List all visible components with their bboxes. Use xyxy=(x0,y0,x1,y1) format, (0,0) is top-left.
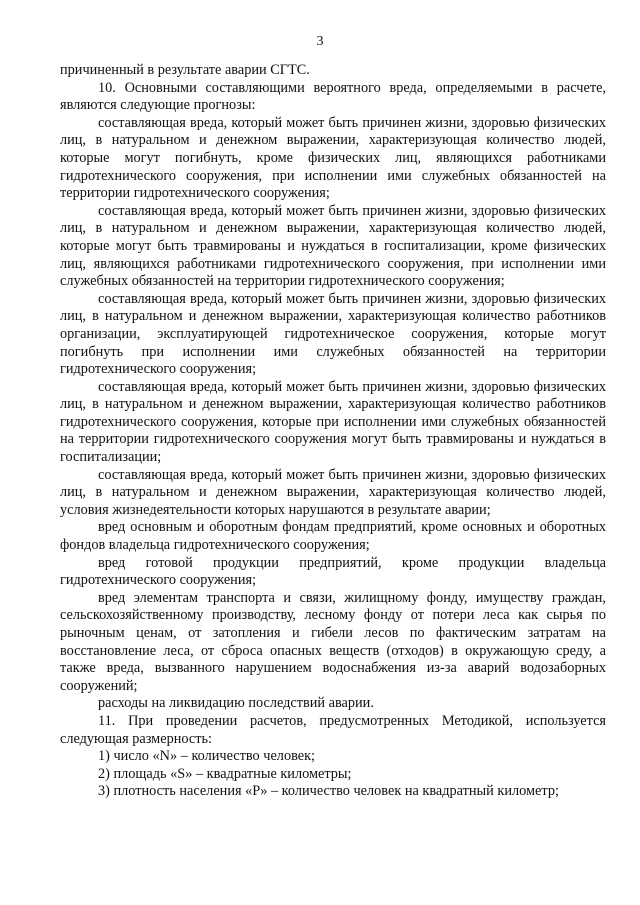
paragraph-fixed-assets: вред основным и оборотным фондам предприятий, кроме основных и оборотных фондов владельца гидротехнического сооружения; xyxy=(60,519,606,554)
paragraph-infrastructure-damage: вред элементам транспорта и связи, жилищному фонду, имуществу граждан, сельскохозяйственному производству, лесному фонду от потери леса как сырья по рыночным ценам, от затопления и гибели лесов по фактическим затратам на восстановление леса, от сброса опасных веществ (отходов) в окружающую среду, а также вреда, вызванного нарушением водоснабжения из-за аварий водозаборных сооружений; xyxy=(60,589,606,694)
paragraph-continuation: причиненный в результате аварии СГТС. xyxy=(60,62,310,78)
paragraph-injuries-workers: составляющая вреда, который может быть причинен жизни, здоровью физических лиц, в натуральном и денежном выражении, характеризующая количество работников гидротехнического сооружения, которые при исполнении ими служебных обязанностей на территории гидротехнического сооружения могут быть травмированы и нуждаться в госпитализации; xyxy=(60,378,606,466)
page-number: 3 xyxy=(316,34,324,49)
list-item-number: 1) число «N» – количество человек; xyxy=(98,748,316,765)
paragraph-fatalities-workers: составляющая вреда, который может быть причинен жизни, здоровью физических лиц, в натуральном и денежном выражении, характеризующая количество работников организации, эксплуатирующей гидротехническое сооружения, которые могут погибнуть при исполнении ими служебных обязанностей на территории гидротехнического сооружения; xyxy=(60,290,606,378)
list-item-density: 3) плотность населения «P» – количество человек на квадратный километр; xyxy=(98,783,559,800)
paragraph-fatalities-public: составляющая вреда, который может быть причинен жизни, здоровью физических лиц, в натуральном и денежном выражении, характеризующая количество людей, которые могут погибнуть, кроме физических лиц, являющихся работниками гидротехнического сооружения, при исполнении ими служебных обязанностей на территории гидротехнического сооружения; xyxy=(60,114,606,202)
paragraph-living-conditions: составляющая вреда, который может быть причинен жизни, здоровью физических лиц, в натуральном и денежном выражении, характеризующая количество людей, условия жизнедеятельности которых нарушаются в результате аварии; xyxy=(60,466,606,518)
paragraph-clause-10: 10. Основными составляющими вероятного вреда, определяемыми в расчете, являются следующие прогнозы: xyxy=(60,79,606,114)
list-item-area: 2) площадь «S» – квадратные километры; xyxy=(98,765,352,782)
paragraph-clause-11: 11. При проведении расчетов, предусмотренных Методикой, используется следующая размерность: xyxy=(60,712,606,747)
paragraph-finished-products: вред готовой продукции предприятий, кроме продукции владельца гидротехнического сооружения; xyxy=(60,554,606,589)
document-body xyxy=(60,62,606,801)
paragraph-liquidation-costs: расходы на ликвидацию последствий аварии. xyxy=(98,695,374,712)
paragraph-injuries-public: составляющая вреда, который может быть причинен жизни, здоровью физических лиц, в натуральном и денежном выражении, характеризующая количество людей, которые могут быть травмированы и нуждаться в госпитализации, кроме физических лиц, являющихся работниками гидротехнического сооружения, при исполнении ими служебных обязанностей на территории гидротехнического сооружения; xyxy=(60,202,606,290)
